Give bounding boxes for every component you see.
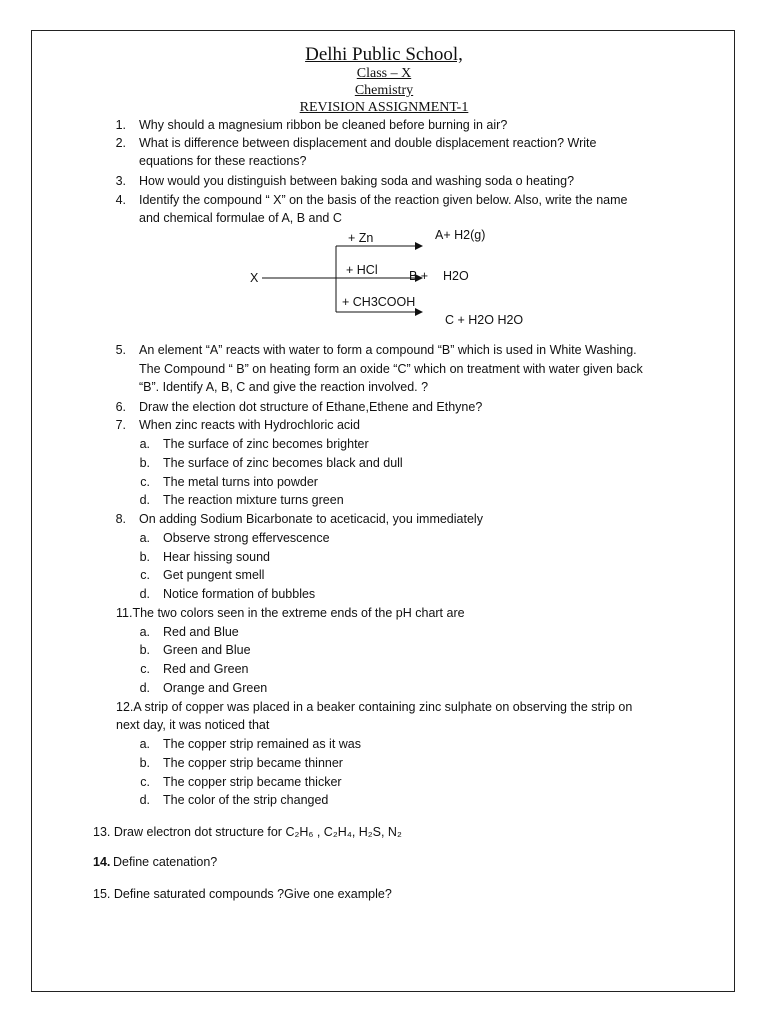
reactant-x: X: [250, 271, 259, 285]
q7-option-a: The surface of zinc becomes brighter: [163, 437, 369, 451]
q11-option-a: Red and Blue: [163, 625, 239, 639]
q8-option-letter: d.: [139, 587, 150, 601]
q12-option-letter: d.: [139, 793, 150, 807]
q7-option-d: The reaction mixture turns green: [163, 493, 344, 507]
q4-number: 4.: [115, 193, 126, 207]
product-b-water: H2O: [443, 269, 469, 283]
q4-text-line2: and chemical formulae of A, B and C: [139, 211, 342, 225]
q4-text-line1: Identify the compound “ X” on the basis of the reaction given below. Also, write the name: [139, 193, 628, 207]
q11-option-letter: c.: [140, 662, 150, 676]
q3-text: How would you distinguish between baking soda and washing soda o heating?: [139, 174, 575, 188]
q12-option-letter: c.: [140, 775, 150, 789]
q12-option-c: The copper strip became thicker: [163, 775, 342, 789]
q8-option-c: Get pungent smell: [163, 568, 265, 582]
reagent-zn: + Zn: [348, 231, 374, 245]
q3-number: 3.: [115, 174, 126, 188]
q12-text-line2: next day, it was noticed that: [116, 718, 270, 732]
q8-option-letter: c.: [140, 568, 150, 582]
q14-text: Define catenation?: [113, 855, 218, 869]
product-c: C + H2O H2O: [445, 313, 524, 327]
q7-option-letter: a.: [139, 437, 150, 451]
class-label: Class – X: [356, 66, 412, 81]
q11-option-c: Red and Green: [163, 662, 249, 676]
q12-option-a: The copper strip remained as it was: [163, 737, 362, 751]
q5-text-line3: “B”. Identify A, B, C and give the reaction involved. ?: [139, 380, 429, 394]
q15-text: 15. Define saturated compounds ?Give one example?: [93, 887, 392, 901]
q11-option-letter: a.: [139, 625, 150, 639]
q7-text: When zinc reacts with Hydrochloric acid: [139, 418, 360, 432]
product-b: B +: [409, 269, 429, 283]
q8-option-letter: b.: [139, 550, 150, 564]
q12-option-letter: b.: [139, 756, 150, 770]
q1-text: Why should a magnesium ribbon be cleaned before burning in air?: [139, 118, 508, 132]
q7-option-letter: d.: [139, 493, 150, 507]
q6-number: 6.: [115, 400, 126, 414]
q11-option-letter: b.: [139, 643, 150, 657]
q14-number: 14.: [93, 855, 111, 869]
assignment-title: REVISION ASSIGNMENT-1: [299, 100, 469, 115]
q7-option-b: The surface of zinc becomes black and dull: [163, 456, 403, 470]
subject-label: Chemistry: [354, 83, 414, 98]
q5-text-line2: The Compound “ B” on heating form an oxide “C” which on treatment with water given back: [139, 362, 643, 376]
q12-option-letter: a.: [139, 737, 150, 751]
q12-option-d: The color of the strip changed: [163, 793, 329, 807]
q1-number: 1.: [115, 118, 126, 132]
q8-number: 8.: [115, 512, 126, 526]
product-a: A+ H2(g): [435, 228, 486, 242]
q2-text-line1: What is difference between displacement and double displacement reaction? Write: [139, 136, 597, 150]
q5-number: 5.: [115, 343, 126, 357]
q2-number: 2.: [115, 136, 126, 150]
q8-option-b: Hear hissing sound: [163, 550, 271, 564]
q7-option-letter: c.: [140, 475, 150, 489]
school-title: Delhi Public School,: [305, 44, 463, 65]
q7-option-c: The metal turns into powder: [163, 475, 318, 489]
q12-option-b: The copper strip became thinner: [163, 756, 343, 770]
reagent-ch3cooh: + CH3COOH: [342, 295, 416, 309]
q6-text: Draw the election dot structure of Ethane,Ethene and Ethyne?: [139, 400, 483, 414]
reagent-hcl: + HCl: [346, 263, 378, 277]
q11-option-d: Orange and Green: [163, 681, 268, 695]
q11-option-letter: d.: [139, 681, 150, 695]
q5-text-line1: An element “A” reacts with water to form a compound “B” which is used in White Washing.: [139, 343, 637, 357]
q11-option-b: Green and Blue: [163, 643, 251, 657]
q11-text: 11.The two colors seen in the extreme ends of the pH chart are: [116, 606, 465, 620]
q2-text-line2: equations for these reactions?: [139, 154, 307, 168]
q7-option-letter: b.: [139, 456, 150, 470]
q8-option-d: Notice formation of bubbles: [163, 587, 316, 601]
q8-option-letter: a.: [139, 531, 150, 545]
q8-text: On adding Sodium Bicarbonate to aceticacid, you immediately: [139, 512, 483, 526]
q7-number: 7.: [115, 418, 126, 432]
q13-text: 13. Draw electron dot structure for C₂H₆ , C₂H₄, H₂S, N₂: [93, 825, 402, 839]
q8-option-a: Observe strong effervescence: [163, 531, 330, 545]
q12-text-line1: 12.A strip of copper was placed in a beaker containing zinc sulphate on observing the strip on: [116, 700, 633, 714]
